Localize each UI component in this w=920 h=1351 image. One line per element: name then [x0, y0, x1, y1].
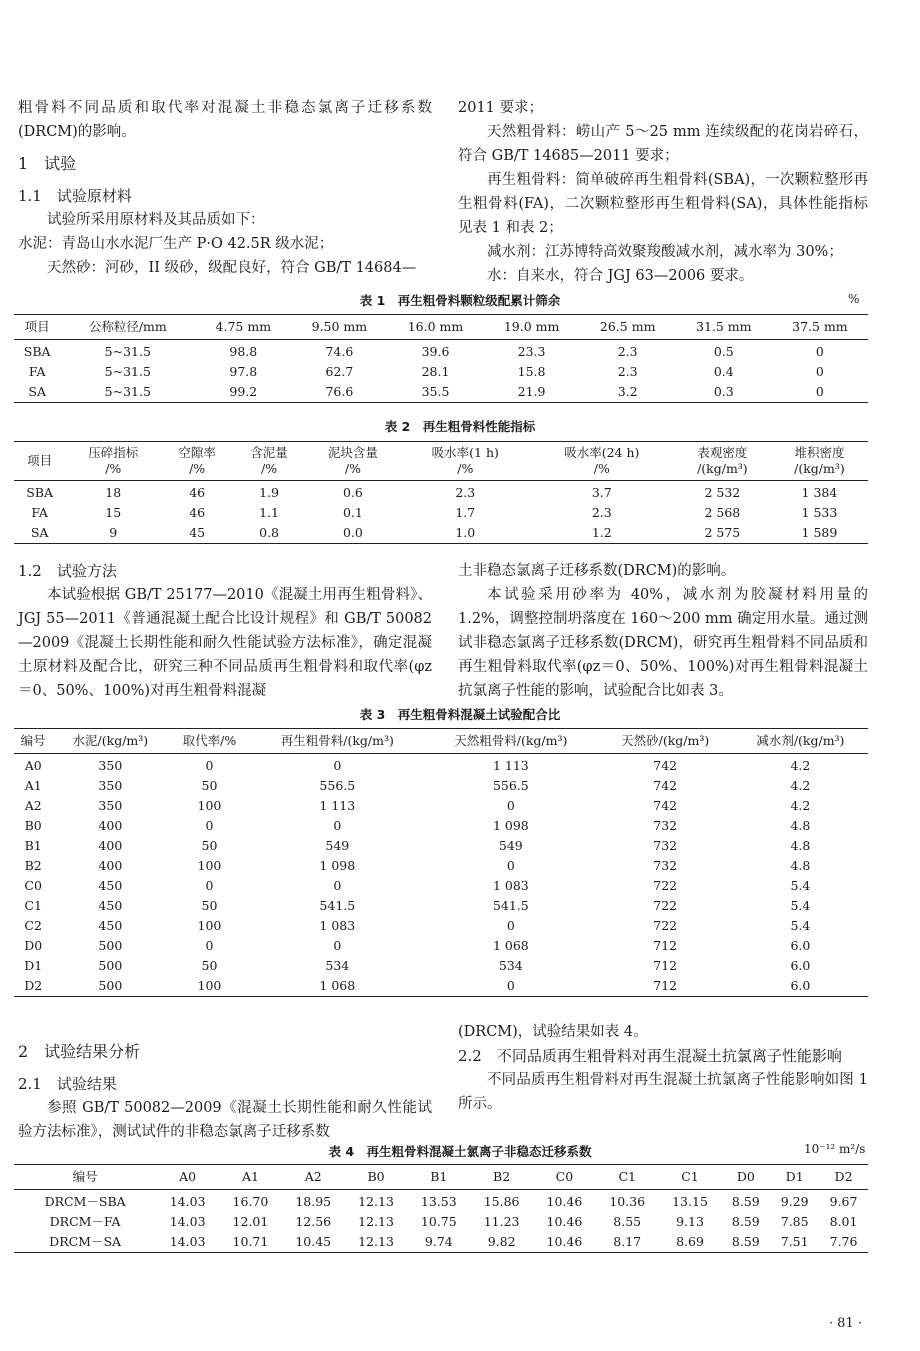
- header-label: 吸水率(1 h): [431, 445, 499, 460]
- header-label: 泥块含量: [327, 445, 378, 460]
- section-1-heading: 1 试验: [18, 154, 77, 173]
- table-row: [14, 876, 868, 896]
- mid-right-text: [458, 559, 868, 703]
- table-cell: 100: [197, 918, 222, 933]
- table-cell: 350: [98, 798, 123, 813]
- table-cell: 16.70: [232, 1194, 269, 1209]
- table-cell: FA: [28, 364, 46, 379]
- table-header-cell: C1: [596, 1165, 659, 1190]
- table-cell: 0.6: [342, 485, 363, 500]
- bottom-right-text: [458, 1020, 868, 1116]
- table-cell: 35.5: [421, 384, 450, 399]
- table-cell: 1 098: [492, 818, 529, 833]
- header-unit: /%: [344, 461, 361, 476]
- table-cell: 0.3: [713, 384, 734, 399]
- table-header-row: [14, 442, 868, 481]
- table-cell: 556.5: [319, 778, 356, 793]
- table-cell: 712: [653, 958, 678, 973]
- table-row: [14, 816, 868, 836]
- table-row: [14, 1232, 868, 1253]
- table-header-row: [14, 729, 868, 754]
- page-number: · 81 ·: [828, 1316, 862, 1331]
- table-3-caption: 表 3 再生粗骨料混凝土试验配合比: [359, 707, 561, 722]
- table-header-cell: [305, 442, 401, 481]
- header-label: 吸水率(24 h): [564, 445, 640, 460]
- table-row: [14, 1190, 868, 1213]
- table-cell: 5.4: [790, 878, 811, 893]
- paragraph: 水：自来水，符合 JGJ 63—2006 要求。: [487, 268, 754, 284]
- table-row: [14, 936, 868, 956]
- table-header-cell: 减水剂/(kg/m³): [733, 729, 868, 754]
- table-cell: 5.4: [790, 918, 811, 933]
- table-header-cell: A2: [282, 1165, 345, 1190]
- table-cell: 7.51: [780, 1234, 809, 1249]
- table-cell: 712: [653, 938, 678, 953]
- header-unit: /%: [189, 461, 206, 476]
- table-header-cell: C0: [533, 1165, 596, 1190]
- table-header-cell: 天然粗骨料/(kg/m³): [424, 729, 598, 754]
- paragraph: 本试验采用砂率为 40%，减水剂为胶凝材料用量的 1.2%，调整控制坍落度在 160～200 mm 确定用水量。通过测试非稳态氯离子迁移系数(DRCM)，研究再生粗骨料不同品质和再生粗骨料取代率(φz＝0、50%、100%)对再生粗骨料混凝土抗氯离子性能的影响，试验配合比如表 3。: [458, 587, 868, 699]
- table-cell: 5~31.5: [104, 364, 151, 379]
- table-cell: 15: [105, 505, 122, 520]
- table-1-caption: 表 1 再生粗骨料颗粒级配累计筛余: [359, 293, 561, 308]
- table-header-cell: D0: [721, 1165, 770, 1190]
- table-header-cell: D1: [770, 1165, 819, 1190]
- table-cell: 28.1: [421, 364, 450, 379]
- table-cell: 5~31.5: [104, 384, 151, 399]
- table-cell: 0: [815, 344, 824, 359]
- table-cell: 1 083: [319, 918, 356, 933]
- table-cell: 76.6: [325, 384, 354, 399]
- table-cell: 62.7: [325, 364, 354, 379]
- table-cell: C1: [24, 898, 42, 913]
- table-cell: 18.95: [295, 1194, 332, 1209]
- section-2-2-heading: 2.2 不同品质再生粗骨料对再生混凝土抗氯离子性能影响: [458, 1047, 842, 1065]
- paragraph: 试验所采用原材料及其品质如下：: [47, 212, 265, 228]
- table-cell: 0: [506, 858, 515, 873]
- table-4-caption: 表 4 再生粗骨料混凝土氯离子非稳态迁移系数: [328, 1144, 592, 1159]
- table-cell: 10.46: [546, 1214, 583, 1229]
- table-header-cell: [401, 442, 530, 481]
- table-cell: 12.13: [358, 1194, 394, 1209]
- table-cell: 99.2: [229, 384, 258, 399]
- table-cell: 50: [201, 898, 218, 913]
- header-label: 压碎指标: [88, 445, 139, 460]
- header-label: 空隙率: [178, 445, 216, 460]
- table-cell: 98.8: [229, 344, 258, 359]
- table-cell: 100: [197, 978, 222, 993]
- table-cell: 0.8: [259, 525, 279, 540]
- table-cell: 2 532: [704, 485, 741, 500]
- table-header-cell: 37.5 mm: [772, 315, 868, 340]
- table-cell: 1 113: [492, 758, 529, 773]
- table-row: [14, 1212, 868, 1232]
- section-1-2-heading: 1.2 试验方法: [18, 562, 117, 580]
- table-cell: 0.4: [713, 364, 734, 379]
- table-header-cell: [530, 442, 674, 481]
- table-cell: 0: [205, 758, 214, 773]
- table-cell: 39.6: [421, 344, 450, 359]
- table-row: [14, 340, 868, 363]
- table-cell: 9.82: [487, 1234, 516, 1249]
- table-header-cell: [771, 442, 868, 481]
- header-label: 含泥量: [250, 445, 288, 460]
- table-cell: 450: [98, 898, 123, 913]
- table-cell: 50: [201, 958, 218, 973]
- table-cell: A0: [24, 758, 42, 773]
- table-cell: 0: [506, 798, 515, 813]
- table-row: [14, 481, 868, 504]
- table-cell: 0: [333, 758, 342, 773]
- section-1-1-heading: 1.1 试验原材料: [18, 187, 132, 205]
- table-cell: 4.2: [790, 778, 811, 793]
- header-label: 项目: [27, 453, 53, 468]
- table-cell: 13.53: [420, 1194, 457, 1209]
- table-cell: 0: [205, 878, 214, 893]
- paragraph: 不同品质再生粗骨料对再生混凝土抗氯离子性能影响如图 1 所示。: [458, 1072, 868, 1112]
- table-header-cell: [65, 442, 161, 481]
- table-cell: 9.29: [780, 1194, 809, 1209]
- table-cell: 12.13: [358, 1234, 394, 1249]
- table-cell: 1.1: [259, 505, 279, 520]
- table-cell: D2: [24, 978, 43, 993]
- table-header-row: [14, 1165, 868, 1190]
- table-cell: 8.17: [613, 1234, 642, 1249]
- header-unit: /%: [457, 461, 474, 476]
- table-cell: 556.5: [492, 778, 529, 793]
- table-cell: 13.15: [672, 1194, 708, 1209]
- table-cell: 12.01: [232, 1214, 269, 1229]
- table-cell: D0: [24, 938, 43, 953]
- table-header-cell: 公称粒径/mm: [60, 315, 195, 340]
- header-unit: /%: [593, 461, 610, 476]
- table-cell: 10.45: [295, 1234, 332, 1249]
- table-1-unit: %: [848, 292, 860, 306]
- table-cell: 0: [205, 938, 214, 953]
- table-header-cell: A0: [156, 1165, 219, 1190]
- table-cell: 500: [98, 958, 123, 973]
- table-row: [14, 956, 868, 976]
- paragraph: 2011 要求；: [458, 100, 544, 116]
- table-cell: 97.8: [229, 364, 258, 379]
- paragraph: 本试验根据 GB/T 25177—2010《混凝土用再生粗骨料》、JGJ 55—2011《普通混凝土配合比设计规程》和 GB/T 50082—2009《混凝土长期性能和耐久性能试验方法标准》，确定混凝土原材料及配合比，研究三种不同品质再生粗骨料和取代率(φz＝0、50%、100%)对再生粗骨料混凝: [18, 587, 432, 699]
- header-unit: /(kg/m³): [697, 461, 748, 476]
- table-4: [14, 1164, 868, 1253]
- table-cell: 46: [189, 505, 206, 520]
- table-cell: 0: [506, 918, 515, 933]
- table-row: [14, 856, 868, 876]
- table-cell: 500: [98, 938, 123, 953]
- table-header-cell: 16.0 mm: [387, 315, 483, 340]
- table-cell: 722: [653, 878, 678, 893]
- table-row: [14, 916, 868, 936]
- table-cell: 5~31.5: [104, 344, 151, 359]
- table-row: [14, 776, 868, 796]
- table-cell: A1: [24, 778, 42, 793]
- header-label: 堆积密度: [794, 445, 845, 460]
- bottom-left-text: [18, 1032, 432, 1144]
- table-row: [14, 754, 868, 777]
- table-cell: 10.36: [609, 1194, 646, 1209]
- table-cell: 2.3: [455, 485, 476, 500]
- table-header-cell: 编号: [14, 729, 52, 754]
- table-cell: 50: [201, 838, 218, 853]
- table-header-cell: 再生粗骨料/(kg/m³): [251, 729, 425, 754]
- table-header-cell: 取代率/%: [168, 729, 250, 754]
- table-cell: 8.59: [731, 1194, 760, 1209]
- table-cell: 3.7: [591, 485, 612, 500]
- table-cell: 9.67: [829, 1194, 858, 1209]
- table-cell: 0.0: [342, 525, 363, 540]
- table-cell: B0: [24, 818, 42, 833]
- table-cell: B1: [24, 838, 42, 853]
- table-cell: 6.0: [790, 978, 811, 993]
- table-row: [14, 796, 868, 816]
- table-cell: 1.7: [455, 505, 476, 520]
- table-header-cell: 项目: [14, 315, 60, 340]
- table-row: [14, 836, 868, 856]
- table-cell: 712: [653, 978, 678, 993]
- table-cell: 3.2: [617, 384, 638, 399]
- table-row: [14, 382, 868, 403]
- header-unit: /%: [261, 461, 278, 476]
- table-cell: 549: [325, 838, 350, 853]
- table-cell: 0: [333, 818, 342, 833]
- table-cell: SA: [28, 384, 46, 399]
- table-cell: C2: [24, 918, 42, 933]
- table-cell: 5.4: [790, 898, 811, 913]
- table-row: [14, 896, 868, 916]
- section-2-heading: 2 试验结果分析: [18, 1042, 141, 1061]
- table-cell: 732: [653, 818, 678, 833]
- table-cell: 14.03: [169, 1214, 206, 1229]
- table-4-unit: 10⁻¹² m²/s: [804, 1142, 866, 1156]
- table-cell: 45: [189, 525, 206, 540]
- table-cell: DRCM－SA: [49, 1234, 122, 1249]
- table-cell: SBA: [23, 344, 51, 359]
- table-cell: 4.8: [790, 858, 811, 873]
- table-header-cell: 编号: [14, 1165, 156, 1190]
- table-cell: 9.13: [676, 1214, 704, 1229]
- table-cell: 1.2: [591, 525, 612, 540]
- table-header-cell: B2: [470, 1165, 533, 1190]
- table-header-cell: [161, 442, 233, 481]
- table-cell: 10.71: [232, 1234, 269, 1249]
- table-cell: 2 568: [704, 505, 741, 520]
- paragraph: 再生粗骨料：简单破碎再生粗骨料(SBA)，一次颗粒整形再生粗骨料(FA)，二次颗粒整形再生粗骨料(SA)，具体性能指标见表 1 和表 2；: [458, 172, 868, 236]
- table-cell: 400: [98, 858, 123, 873]
- table-cell: 46: [189, 485, 206, 500]
- table-cell: 742: [653, 798, 678, 813]
- table-cell: C0: [24, 878, 42, 893]
- table-cell: 450: [98, 918, 123, 933]
- table-header-cell: 31.5 mm: [676, 315, 772, 340]
- table-row: [14, 503, 868, 523]
- table-row: [14, 362, 868, 382]
- table-cell: D1: [24, 958, 43, 973]
- table-cell: 1.0: [455, 525, 476, 540]
- table-header-cell: 水泥/(kg/m³): [52, 729, 168, 754]
- table-cell: 1.9: [259, 485, 279, 500]
- table-cell: 4.8: [790, 838, 811, 853]
- table-cell: 500: [98, 978, 123, 993]
- table-cell: 732: [653, 858, 678, 873]
- table-cell: A2: [24, 798, 42, 813]
- table-header-cell: B1: [407, 1165, 470, 1190]
- table-cell: 1 589: [801, 525, 838, 540]
- section-2-1-heading: 2.1 试验结果: [18, 1075, 117, 1093]
- table-cell: 9.74: [424, 1234, 453, 1249]
- paragraph: (DRCM)，试验结果如表 4。: [458, 1024, 648, 1040]
- table-header-cell: 19.0 mm: [484, 315, 580, 340]
- table-cell: 12.56: [295, 1214, 332, 1229]
- table-cell: 74.6: [325, 344, 354, 359]
- table-row: [14, 523, 868, 544]
- table-1: [14, 314, 868, 403]
- table-2-caption: 表 2 再生粗骨料性能指标: [384, 419, 536, 434]
- table-cell: 350: [98, 758, 123, 773]
- table-header-cell: C1: [659, 1165, 722, 1190]
- table-cell: 100: [197, 798, 222, 813]
- table-cell: 14.03: [169, 1194, 206, 1209]
- table-cell: 8.55: [613, 1214, 642, 1229]
- table-header-row: [14, 315, 868, 340]
- table-cell: 4.8: [790, 818, 811, 833]
- table-cell: 0: [815, 384, 824, 399]
- table-cell: 742: [653, 778, 678, 793]
- table-cell: FA: [31, 505, 48, 520]
- table-cell: 534: [325, 958, 350, 973]
- table-cell: 8.59: [731, 1234, 760, 1249]
- right-top-text: [458, 96, 868, 288]
- table-cell: 541.5: [492, 898, 529, 913]
- table-cell: 8.59: [731, 1214, 760, 1229]
- header-unit: /%: [105, 461, 122, 476]
- table-cell: 2 575: [704, 525, 741, 540]
- table-cell: 1 068: [492, 938, 529, 953]
- table-cell: 2.3: [617, 364, 638, 379]
- left-top-text: [18, 96, 432, 280]
- table-cell: 549: [498, 838, 523, 853]
- table-cell: 50: [201, 778, 218, 793]
- paragraph: 减水剂：江苏博特高效聚羧酸减水剂，减水率为 30%；: [487, 244, 843, 260]
- table-cell: 1 083: [492, 878, 529, 893]
- table-cell: 742: [653, 758, 678, 773]
- table-cell: 21.9: [517, 384, 546, 399]
- table-cell: B2: [24, 858, 42, 873]
- table-cell: 1 068: [319, 978, 356, 993]
- table-header-cell: B0: [345, 1165, 408, 1190]
- table-cell: 0: [205, 818, 214, 833]
- table-cell: 8.69: [676, 1234, 704, 1249]
- table-cell: 2.3: [617, 344, 638, 359]
- table-cell: 534: [498, 958, 523, 973]
- table-cell: SBA: [26, 485, 54, 500]
- table-cell: 4.2: [790, 758, 811, 773]
- table-cell: 541.5: [319, 898, 356, 913]
- table-cell: 10.46: [546, 1234, 583, 1249]
- table-header-cell: 26.5 mm: [580, 315, 676, 340]
- table-header-cell: [14, 442, 65, 481]
- table-cell: 0: [333, 878, 342, 893]
- table-cell: 15.86: [483, 1194, 520, 1209]
- table-cell: 100: [197, 858, 222, 873]
- table-cell: 722: [653, 898, 678, 913]
- table-cell: 732: [653, 838, 678, 853]
- table-cell: 6.0: [790, 958, 811, 973]
- table-cell: 4.2: [790, 798, 811, 813]
- table-cell: 1 113: [319, 798, 356, 813]
- table-cell: 15.8: [517, 364, 546, 379]
- paragraph: 天然砂：河砂，II 级砂，级配良好，符合 GB/T 14684—: [47, 260, 417, 276]
- table-cell: SA: [30, 525, 49, 540]
- table-cell: 12.13: [358, 1214, 394, 1229]
- table-cell: 0: [333, 938, 342, 953]
- table-cell: 18: [105, 485, 122, 500]
- intro-paragraph: 粗骨料不同品质和取代率对混凝土非稳态氯离子迁移系数(DRCM)的影响。: [18, 100, 432, 140]
- header-unit: /(kg/m³): [794, 461, 845, 476]
- mid-left-text: [18, 559, 432, 703]
- paragraph: 土非稳态氯离子迁移系数(DRCM)的影响。: [458, 563, 736, 579]
- table-cell: 0.5: [713, 344, 734, 359]
- table-cell: 9: [109, 525, 118, 540]
- paragraph: 天然粗骨料：崂山产 5～25 mm 连续级配的花岗岩碎石，符合 GB/T 14685—2011 要求；: [458, 124, 868, 164]
- table-cell: DRCM－SBA: [44, 1194, 126, 1209]
- table-cell: 350: [98, 778, 123, 793]
- table-cell: 8.01: [829, 1214, 858, 1229]
- table-header-cell: [233, 442, 305, 481]
- table-header-cell: 天然砂/(kg/m³): [598, 729, 733, 754]
- table-cell: 7.85: [780, 1214, 809, 1229]
- table-cell: 1 533: [801, 505, 838, 520]
- table-cell: 450: [98, 878, 123, 893]
- table-header-cell: D2: [819, 1165, 868, 1190]
- table-3: [14, 728, 868, 997]
- table-cell: 7.76: [829, 1234, 858, 1249]
- table-2: [14, 441, 868, 544]
- table-cell: 11.23: [483, 1214, 520, 1229]
- table-header-cell: A1: [219, 1165, 282, 1190]
- table-cell: 400: [98, 838, 123, 853]
- table-cell: 1 098: [319, 858, 356, 873]
- table-cell: 0: [815, 364, 824, 379]
- table-cell: 0.1: [342, 505, 363, 520]
- table-cell: 23.3: [517, 344, 546, 359]
- table-cell: 400: [98, 818, 123, 833]
- paragraph: 参照 GB/T 50082—2009《混凝土长期性能和耐久性能试验方法标准》，测试试件的非稳态氯离子迁移系数: [18, 1100, 432, 1140]
- table-cell: 722: [653, 918, 678, 933]
- table-cell: 6.0: [790, 938, 811, 953]
- table-row: [14, 976, 868, 997]
- table-cell: 2.3: [591, 505, 612, 520]
- paragraph: 水泥：青岛山水水泥厂生产 P·O 42.5R 级水泥；: [18, 236, 334, 252]
- table-cell: DRCM－FA: [49, 1214, 121, 1229]
- table-header-cell: [674, 442, 771, 481]
- table-header-cell: 4.75 mm: [195, 315, 291, 340]
- header-label: 表观密度: [697, 445, 748, 460]
- table-cell: 1 384: [801, 485, 838, 500]
- table-cell: 10.75: [420, 1214, 457, 1229]
- table-header-cell: 9.50 mm: [291, 315, 387, 340]
- table-cell: 0: [506, 978, 515, 993]
- table-cell: 10.46: [546, 1194, 583, 1209]
- table-cell: 14.03: [169, 1234, 206, 1249]
